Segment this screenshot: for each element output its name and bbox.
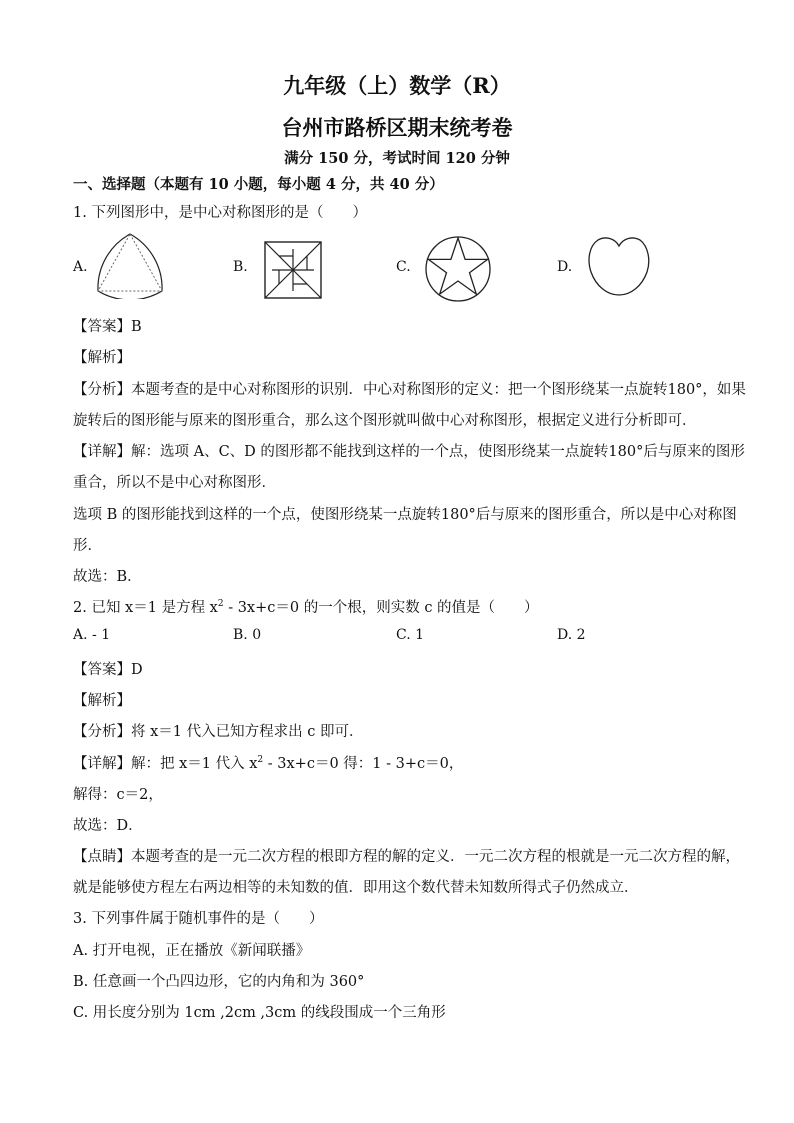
exam-subtitle: 台州市路桥区期末统考卷 [281,115,513,140]
q2-jiexi: 【解析】 [73,693,131,709]
q2-answer: 【答案】D [73,662,143,678]
q2-detail [73,752,463,773]
q2-analysis: 【分析】将 x＝1 代入已知方程求出 c 即可． [73,724,364,740]
q3-option-c: C. 用长度分别为 1cm ,2cm ,3cm 的线段围成一个三角形 [73,1005,446,1021]
section-heading: 一、选择题（本题有 10 小题，每小题 4 分，共 40 分） [73,176,444,193]
question-2-stem [73,596,539,617]
q2-option-a: A. - 1 [73,627,111,643]
q2-remark-line2: 就是能够使方程左右两边相等的未知数的值．即用这个数代替未知数所得式子仍然成立． [73,880,639,896]
q2-solve: 解得：c＝2， [73,787,163,803]
q1-detail-line3: 选项 B 的图形能找到这样的一个点，使图形绕某一点旋转180°后与原来的图形重合，所以是中心对称图 [73,507,737,523]
question-3-stem: 3. 下列事件属于随机事件的是（ ） [73,911,324,927]
star-in-circle-figure [423,234,493,304]
pinwheel-square-figure [262,239,324,301]
q3-option-b: B. 任意画一个凸四边形，它的内角和为 360° [73,974,365,990]
heart-shape-figure [585,234,653,298]
q1-detail-line2: 重合，所以不是中心对称图形． [73,475,276,491]
q2-stem-part2: - 3x+c＝0 的一个根，则实数 c 的值是（ ） [223,600,539,616]
q2-detail-exponent: 2 [257,755,264,766]
page-title: 九年级（上）数学（R） [283,73,511,98]
q2-detail-part2: - 3x+c＝0 得：1 - 3+c＝0， [263,756,464,772]
q2-option-c: C. 1 [396,627,425,643]
q3-option-a: A. 打开电视，正在播放《新闻联播》 [73,943,311,959]
q2-stem-exponent: 2 [217,599,224,610]
q1-analysis-line1: 【分析】本题考查的是中心对称图形的识别．中心对称图形的定义：把一个图形绕某一点旋转180°，如果 [73,382,746,398]
q1-detail-line1: 【详解】解：选项 A、C、D 的图形都不能找到这样的一个点，使图形绕某一点旋转180°后与原来的图形 [73,444,745,460]
q2-option-b: B. 0 [233,627,262,643]
q1-detail-line4: 形． [73,538,102,554]
exam-info: 满分 150 分，考试时间 120 分钟 [284,150,510,167]
q1-jiexi: 【解析】 [73,350,131,366]
q1-option-b-label: B. [233,259,248,275]
q1-option-d-label: D. [557,259,573,275]
reuleaux-triangle-figure [93,231,167,299]
q1-choice: 故选：B． [73,569,142,585]
q1-option-a-label: A. [73,259,88,275]
q2-choice: 故选：D． [73,818,143,834]
q2-stem-part1: 2. 已知 x＝1 是方程 x [73,600,218,616]
q2-detail-part1: 【详解】解：把 x＝1 代入 x [73,756,258,772]
q1-analysis-line2: 旋转后的图形能与原来的图形重合，那么这个图形就叫做中心对称图形，根据定义进行分析即可． [73,413,697,429]
q1-option-c-label: C. [396,259,411,275]
q1-answer: 【答案】B [73,319,142,335]
question-1-stem: 1. 下列图形中，是中心对称图形的是（ ） [73,205,367,221]
q2-remark-line1: 【点睛】本题考查的是一元二次方程的根即方程的解的定义．一元二次方程的根就是一元二次方程的解， [73,849,740,865]
q2-option-d: D. 2 [557,627,586,643]
